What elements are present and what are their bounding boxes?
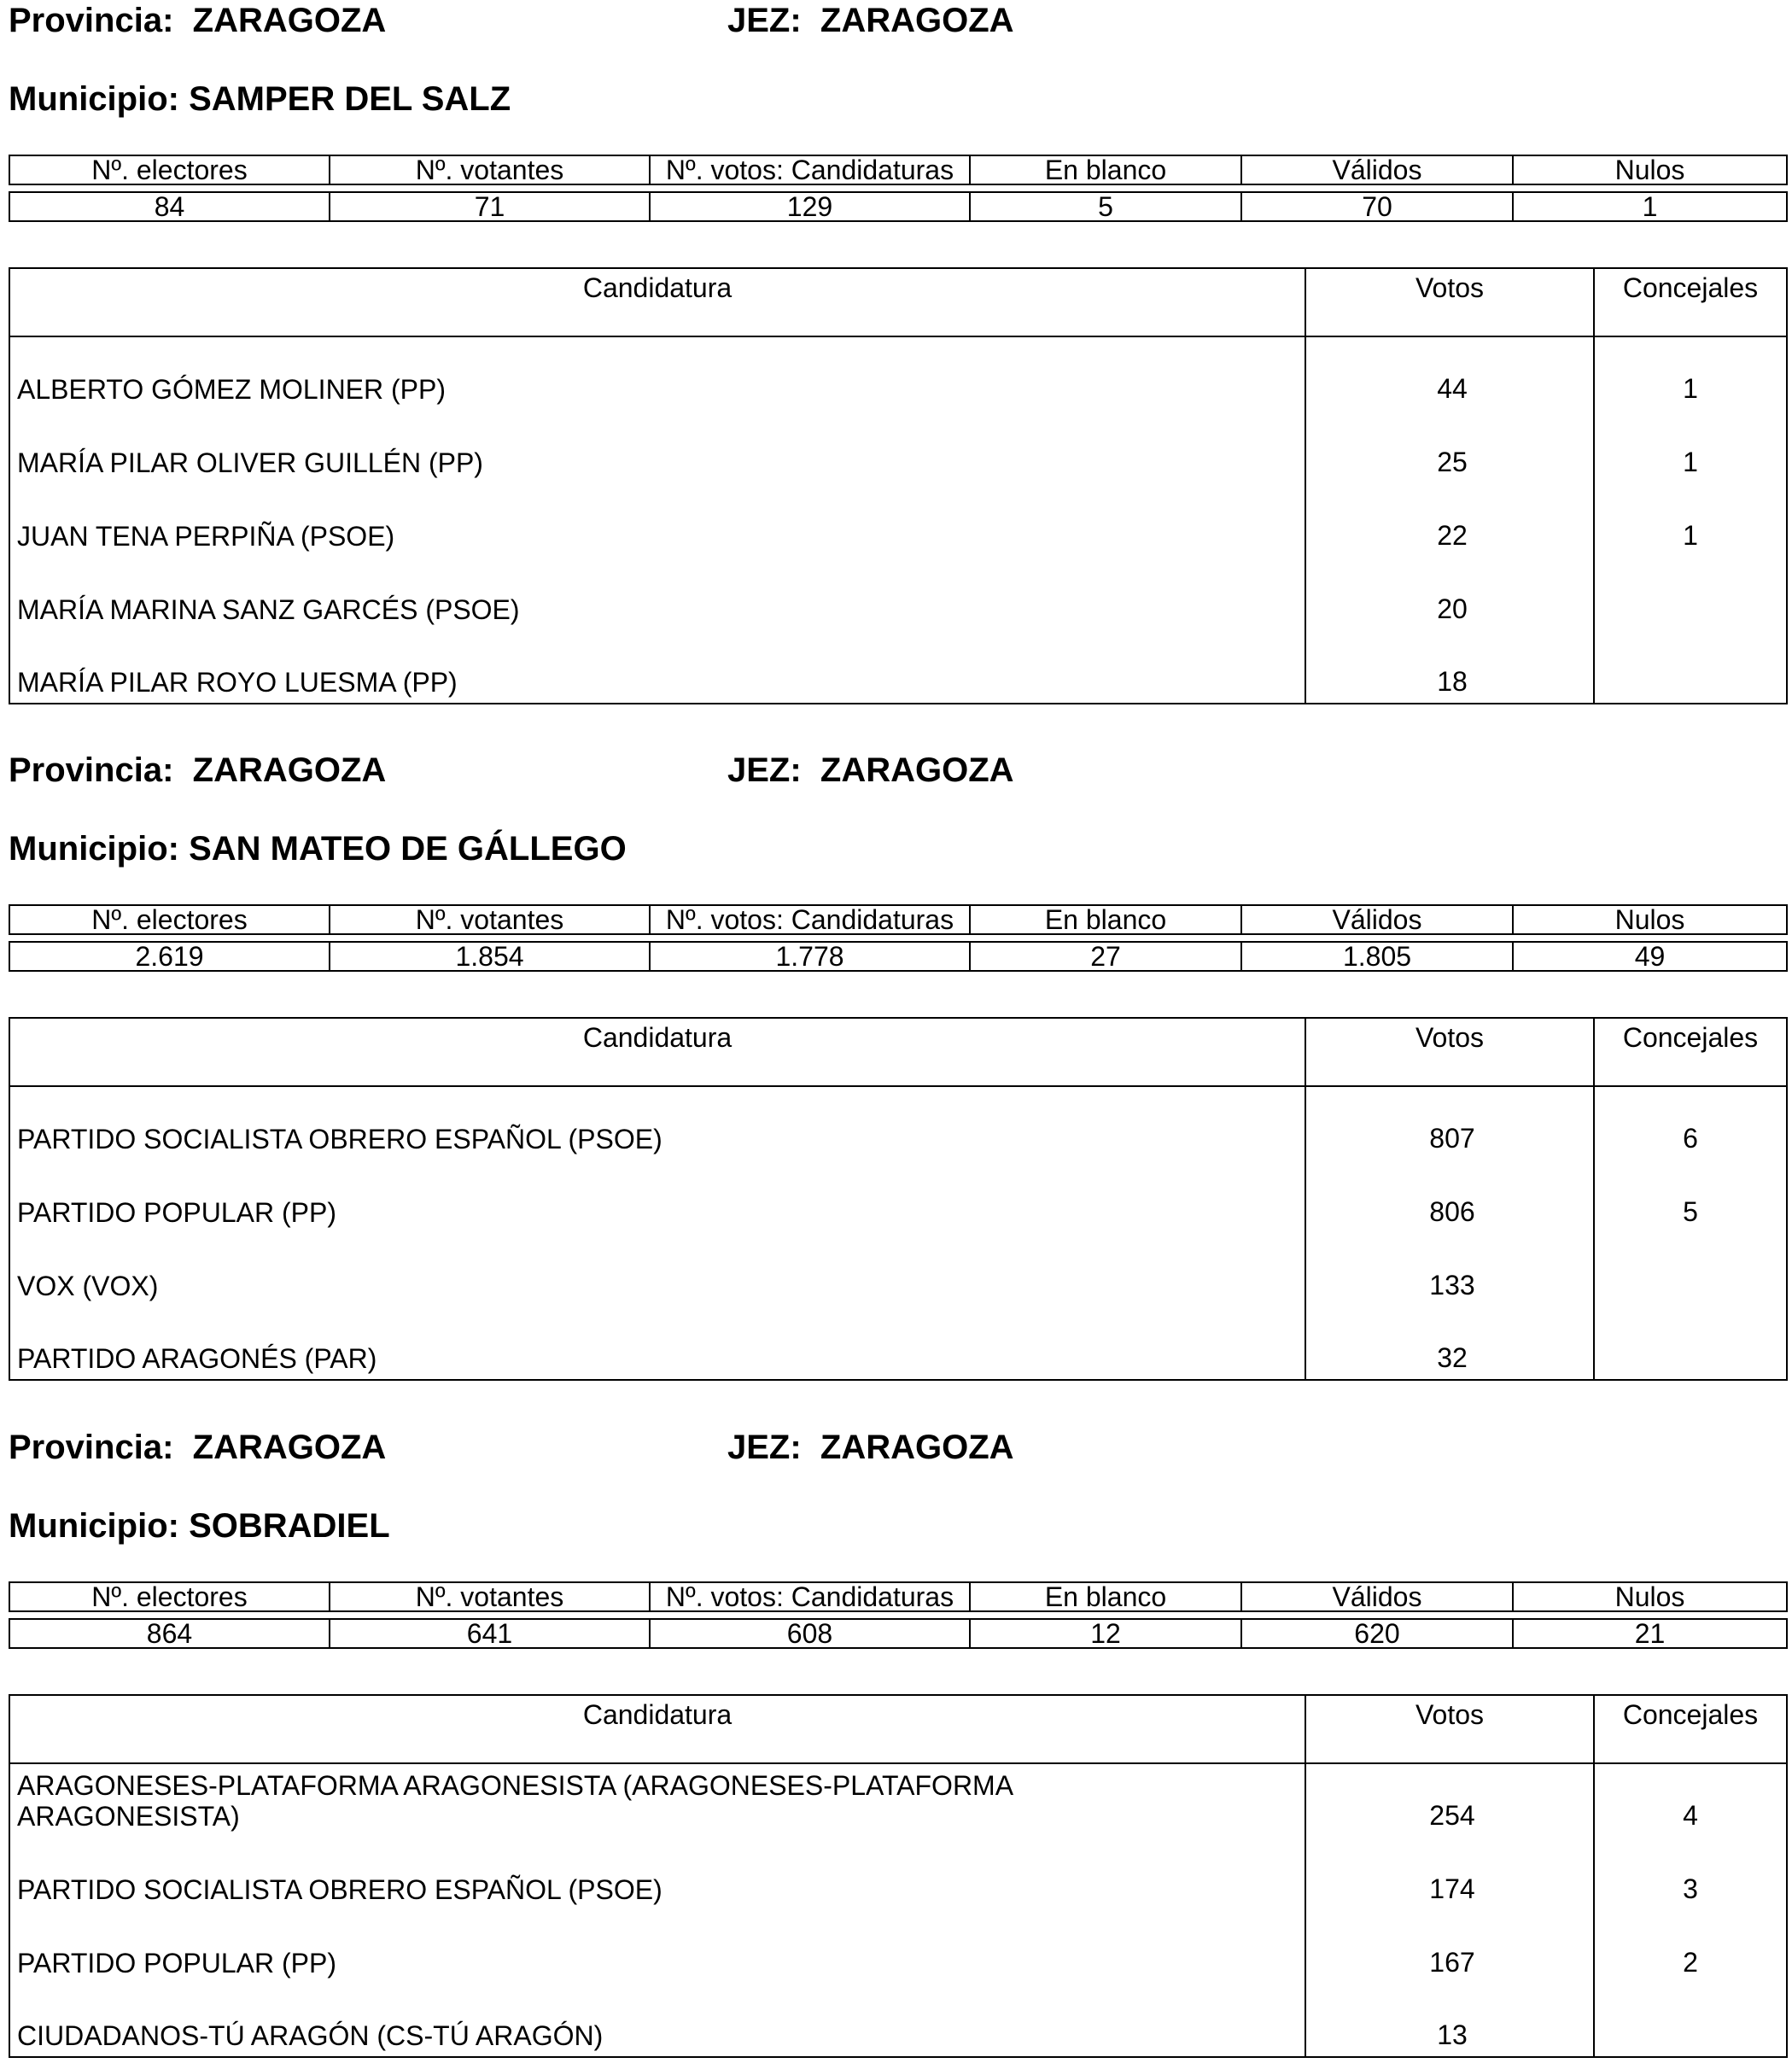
stats-value-row (9, 942, 1787, 971)
candidatura-name: VOX (VOX) (9, 1233, 1305, 1306)
candidatura-votes: 20 (1305, 557, 1594, 630)
header-concejales: Concejales (1594, 1018, 1787, 1086)
candidatura-votes: 18 (1305, 630, 1594, 704)
stats-value-votantes: 641 (330, 1619, 650, 1648)
stats-header-validos: Válidos (1241, 155, 1513, 184)
jez-group (727, 1427, 1014, 1468)
table-row (9, 410, 1787, 483)
candidatura-votes: 254 (1305, 1763, 1594, 1837)
candidatura-name: MARÍA PILAR ROYO LUESMA (PP) (9, 630, 1305, 704)
jez-label: JEZ: (727, 2, 802, 39)
candidatura-name: PARTIDO SOCIALISTA OBRERO ESPAÑOL (PSOE) (9, 1837, 1305, 1910)
table-row (9, 1086, 1787, 1160)
header-candidatura: Candidatura (9, 1695, 1305, 1763)
stats-header-row (9, 905, 1787, 934)
header-candidatura: Candidatura (9, 1018, 1305, 1086)
candidaturas-header-row (9, 1018, 1787, 1086)
header-concejales: Concejales (1594, 268, 1787, 336)
municipio-value: SOBRADIEL (189, 1507, 390, 1545)
candidatura-name: PARTIDO SOCIALISTA OBRERO ESPAÑOL (PSOE) (9, 1086, 1305, 1160)
provincia-label: Provincia: (9, 2, 174, 39)
stats-header-row (9, 1582, 1787, 1611)
candidatura-votes: 807 (1305, 1086, 1594, 1160)
candidaturas-table (9, 1017, 1788, 1381)
stats-table (9, 904, 1788, 972)
candidatura-concejales: 1 (1683, 373, 1698, 404)
header-votos: Votos (1305, 1018, 1594, 1086)
stats-value-electores: 864 (9, 1619, 330, 1648)
stats-value-validos: 70 (1241, 192, 1513, 221)
stats-value-votos-candidaturas: 608 (650, 1619, 970, 1648)
municipio-line (9, 828, 627, 869)
candidatura-name: PARTIDO POPULAR (PP) (9, 1910, 1305, 1984)
candidatura-name: JUAN TENA PERPIÑA (PSOE) (9, 483, 1305, 557)
municipio-value: SAMPER DEL SALZ (189, 80, 511, 118)
jez-label: JEZ: (727, 751, 802, 789)
candidaturas-header-row (9, 1695, 1787, 1763)
provincia-value: ZARAGOZA (192, 2, 387, 39)
candidatura-concejales: 3 (1683, 1873, 1698, 1904)
stats-value-votos-candidaturas: 1.778 (650, 942, 970, 971)
table-row (9, 1837, 1787, 1910)
candidatura-votes: 806 (1305, 1160, 1594, 1233)
stats-header-en-blanco: En blanco (970, 905, 1241, 934)
stats-header-votos-candidaturas: Nº. votos: Candidaturas (650, 1582, 970, 1611)
stats-header-validos: Válidos (1241, 905, 1513, 934)
stats-header-row (9, 155, 1787, 184)
table-row (9, 336, 1787, 410)
stats-value-nulos: 21 (1513, 1619, 1787, 1648)
provincia-line (9, 750, 1014, 791)
municipio-line (9, 79, 511, 120)
candidatura-concejales (1594, 1306, 1787, 1380)
candidaturas-header-row (9, 268, 1787, 336)
provincia-label: Provincia: (9, 751, 174, 789)
stats-value-nulos: 49 (1513, 942, 1787, 971)
header-votos: Votos (1305, 1695, 1594, 1763)
stats-value-en-blanco: 5 (970, 192, 1241, 221)
provincia-line (9, 0, 1014, 41)
stats-header-en-blanco: En blanco (970, 1582, 1241, 1611)
stats-value-votantes: 71 (330, 192, 650, 221)
header-concejales: Concejales (1594, 1695, 1787, 1763)
candidatura-concejales (1594, 1233, 1787, 1306)
stats-header-nulos: Nulos (1513, 1582, 1787, 1611)
jez-group (727, 0, 1014, 41)
stats-header-nulos: Nulos (1513, 155, 1787, 184)
stats-value-en-blanco: 12 (970, 1619, 1241, 1648)
stats-header-votos-candidaturas: Nº. votos: Candidaturas (650, 155, 970, 184)
candidatura-name: CIUDADANOS-TÚ ARAGÓN (CS-TÚ ARAGÓN) (9, 1984, 1305, 2057)
stats-header-electores: Nº. electores (9, 1582, 330, 1611)
candidatura-votes: 133 (1305, 1233, 1594, 1306)
stats-header-electores: Nº. electores (9, 155, 330, 184)
stats-value-votos-candidaturas: 129 (650, 192, 970, 221)
candidatura-concejales (1594, 557, 1787, 630)
candidatura-concejales (1594, 1984, 1787, 2057)
candidatura-votes: 32 (1305, 1306, 1594, 1380)
candidaturas-table (9, 1694, 1788, 2058)
stats-header-validos: Válidos (1241, 1582, 1513, 1611)
stats-table (9, 155, 1788, 222)
candidatura-concejales (1594, 630, 1787, 704)
stats-header-votos-candidaturas: Nº. votos: Candidaturas (650, 905, 970, 934)
table-row (9, 1160, 1787, 1233)
municipio-value: SAN MATEO DE GÁLLEGO (189, 830, 627, 868)
table-row (9, 483, 1787, 557)
candidatura-concejales: 4 (1683, 1800, 1698, 1831)
jez-group (727, 750, 1014, 791)
stats-value-row (9, 1619, 1787, 1648)
provincia-value: ZARAGOZA (192, 751, 387, 789)
jez-value: ZARAGOZA (820, 1429, 1014, 1466)
candidatura-votes: 174 (1305, 1837, 1594, 1910)
candidatura-name: MARÍA MARINA SANZ GARCÉS (PSOE) (9, 557, 1305, 630)
table-row (9, 630, 1787, 704)
candidatura-name: MARÍA PILAR OLIVER GUILLÉN (PP) (9, 410, 1305, 483)
stats-header-votantes: Nº. votantes (330, 1582, 650, 1611)
stats-value-row (9, 192, 1787, 221)
municipio-label: Municipio: (9, 830, 179, 868)
header-candidatura: Candidatura (9, 268, 1305, 336)
table-row (9, 557, 1787, 630)
jez-value: ZARAGOZA (820, 751, 1014, 789)
candidatura-votes: 167 (1305, 1910, 1594, 1984)
municipio-label: Municipio: (9, 1507, 179, 1545)
provincia-line (9, 1427, 1014, 1468)
candidatura-votes: 13 (1305, 1984, 1594, 2057)
candidatura-name: PARTIDO POPULAR (PP) (9, 1160, 1305, 1233)
candidatura-name: ALBERTO GÓMEZ MOLINER (PP) (9, 336, 1305, 410)
municipio-line (9, 1505, 390, 1546)
table-row (9, 1984, 1787, 2057)
candidatura-concejales: 1 (1683, 520, 1698, 551)
jez-label: JEZ: (727, 1429, 802, 1466)
candidatura-concejales: 5 (1683, 1196, 1698, 1227)
stats-table (9, 1581, 1788, 1649)
header-votos: Votos (1305, 268, 1594, 336)
candidatura-votes: 22 (1305, 483, 1594, 557)
table-row (9, 1910, 1787, 1984)
table-row (9, 1763, 1787, 1837)
stats-header-votantes: Nº. votantes (330, 905, 650, 934)
candidatura-votes: 44 (1305, 336, 1594, 410)
stats-value-nulos: 1 (1513, 192, 1787, 221)
candidatura-concejales: 2 (1683, 1947, 1698, 1978)
stats-header-nulos: Nulos (1513, 905, 1787, 934)
candidatura-name: ARAGONESES-PLATAFORMA ARAGONESISTA (ARAGONESES-PLATAFORMA ARAGONESISTA) (9, 1763, 1305, 1837)
table-row (9, 1233, 1787, 1306)
stats-value-electores: 2.619 (9, 942, 330, 971)
candidatura-votes: 25 (1305, 410, 1594, 483)
stats-value-electores: 84 (9, 192, 330, 221)
stats-value-votantes: 1.854 (330, 942, 650, 971)
stats-header-electores: Nº. electores (9, 905, 330, 934)
candidaturas-table (9, 267, 1788, 704)
candidatura-name: PARTIDO ARAGONÉS (PAR) (9, 1306, 1305, 1380)
provincia-value: ZARAGOZA (192, 1429, 387, 1466)
stats-header-en-blanco: En blanco (970, 155, 1241, 184)
municipio-label: Municipio: (9, 80, 179, 118)
table-row (9, 1306, 1787, 1380)
provincia-label: Provincia: (9, 1429, 174, 1466)
stats-value-en-blanco: 27 (970, 942, 1241, 971)
candidatura-concejales: 1 (1683, 447, 1698, 477)
stats-value-validos: 1.805 (1241, 942, 1513, 971)
stats-value-validos: 620 (1241, 1619, 1513, 1648)
stats-header-votantes: Nº. votantes (330, 155, 650, 184)
candidatura-concejales: 6 (1683, 1123, 1698, 1154)
jez-value: ZARAGOZA (820, 2, 1014, 39)
